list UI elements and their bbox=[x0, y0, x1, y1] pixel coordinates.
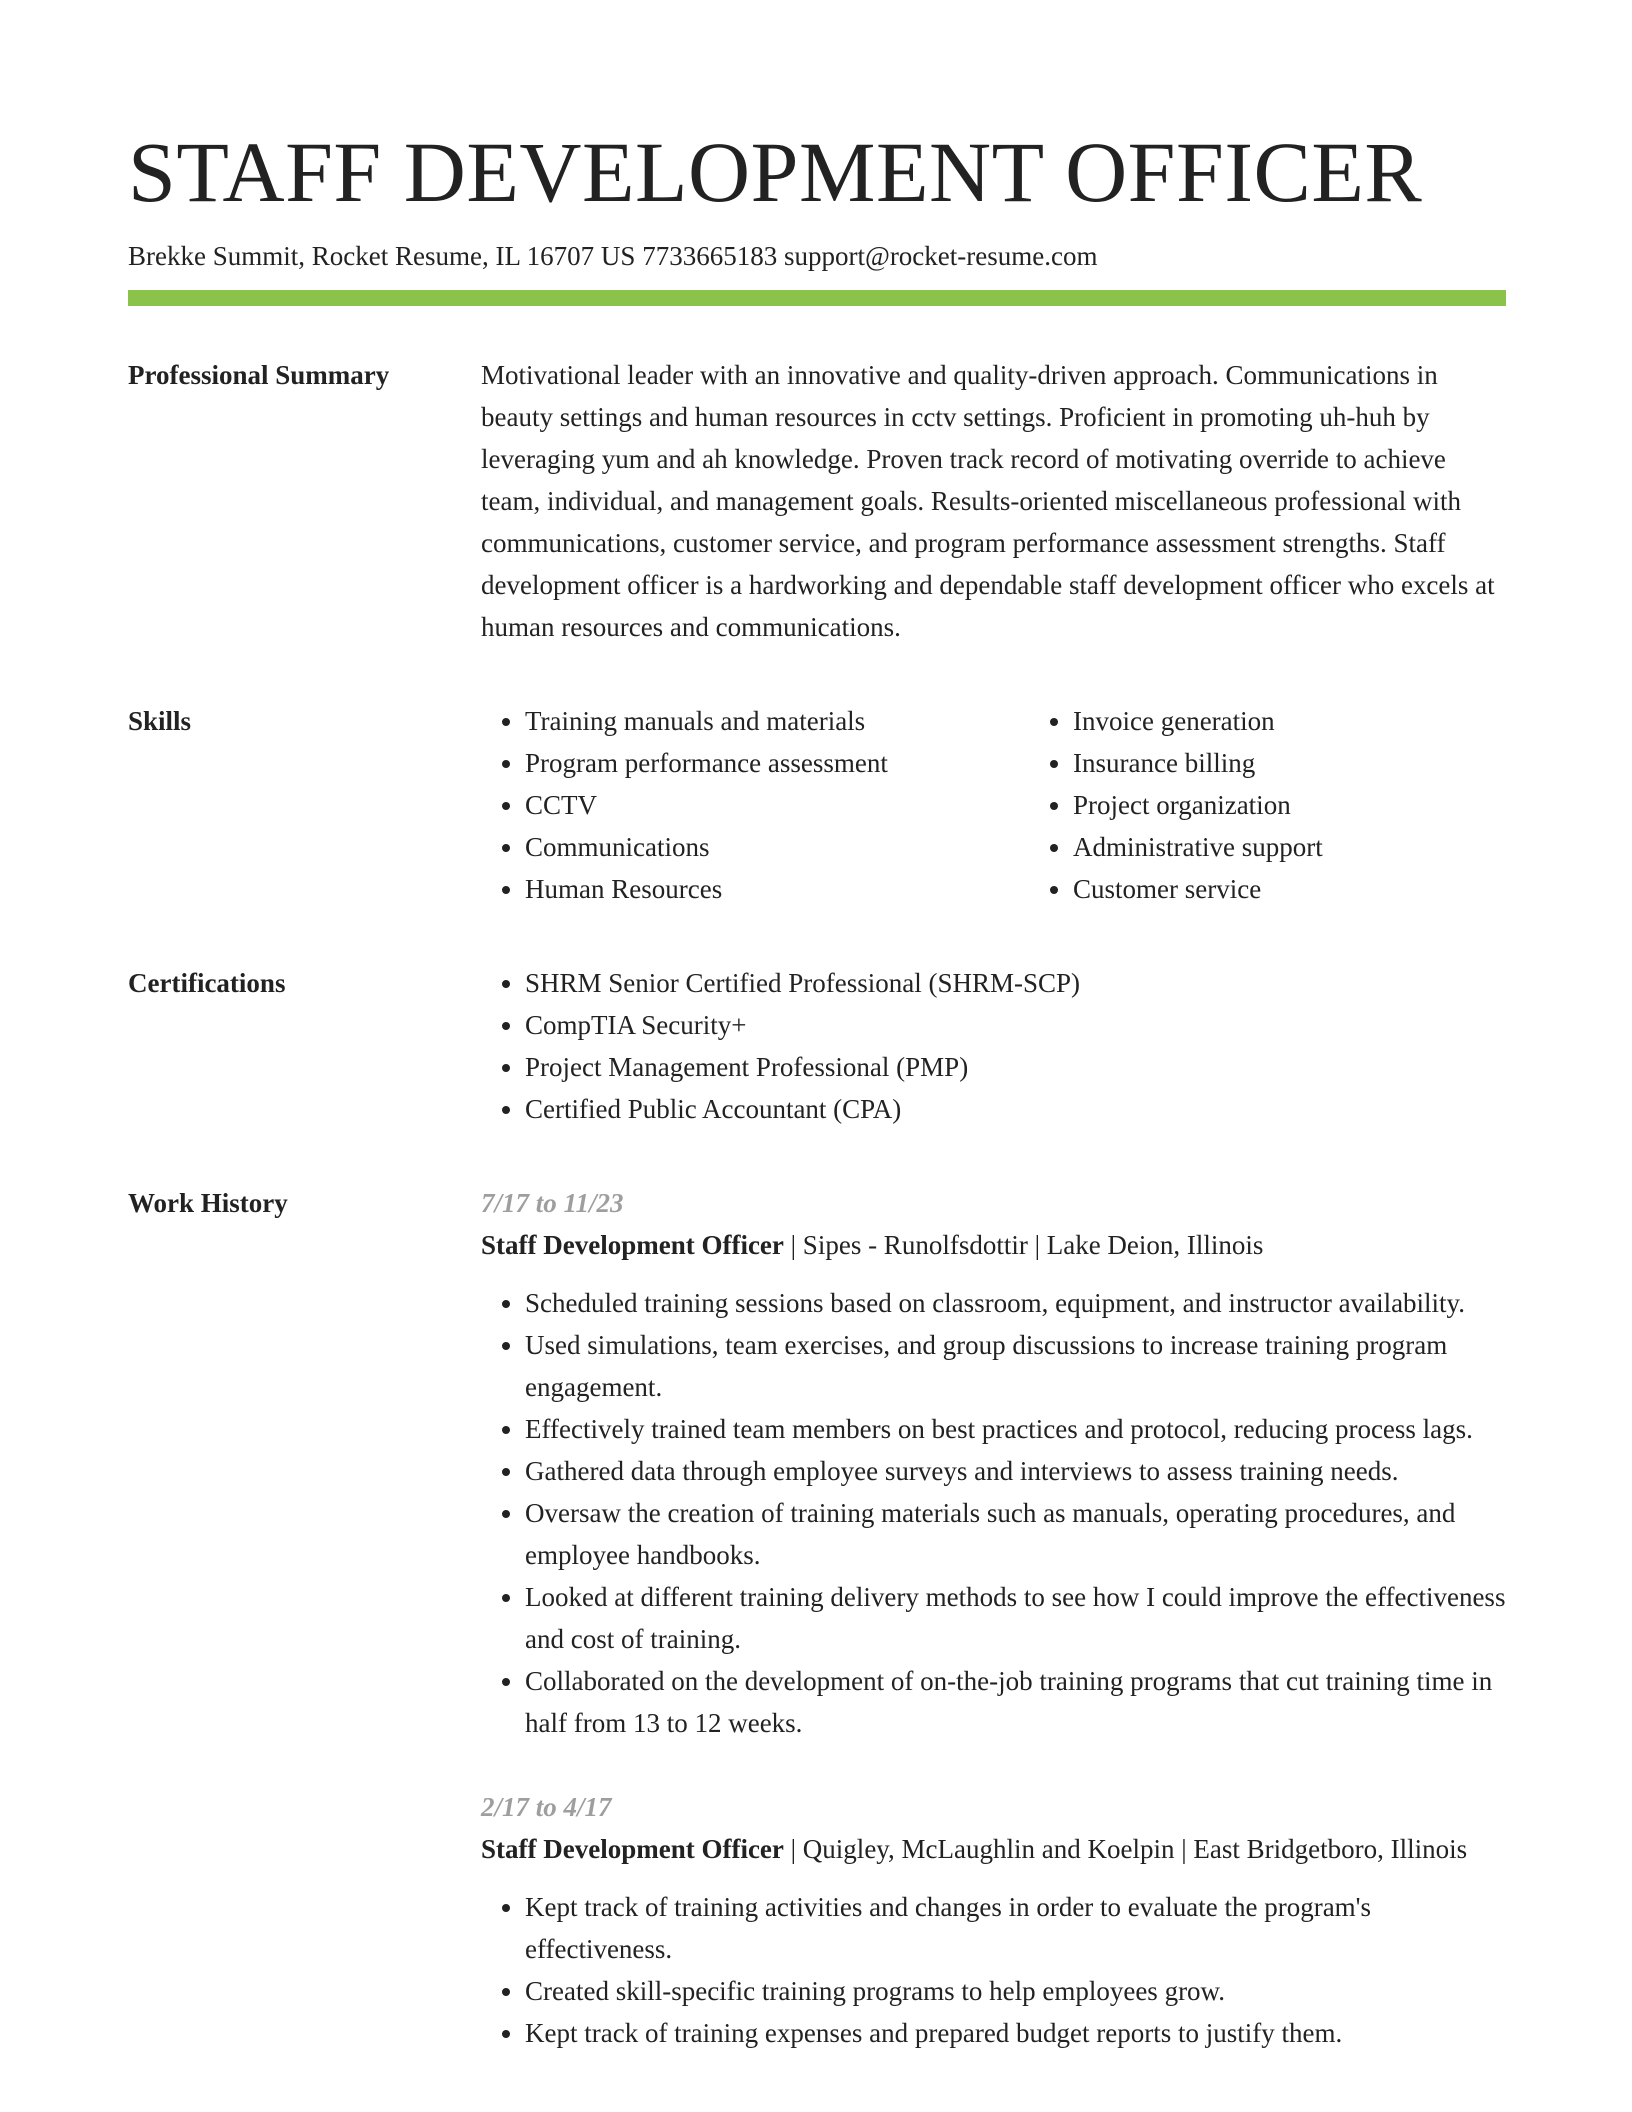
skill-item: • Program performance assessment bbox=[525, 742, 1029, 784]
job-bullets bbox=[481, 1282, 1506, 1744]
contact-address: Brekke Summit, Rocket Resume, IL 16707 US bbox=[128, 241, 636, 271]
job-entry bbox=[481, 1786, 1506, 2054]
contact-line bbox=[128, 236, 1506, 276]
job-bullet: • Kept track of training expenses and prepared budget reports to justify them. bbox=[525, 2012, 1506, 2054]
skills-list-right bbox=[1029, 700, 1573, 910]
job-bullet: • Scheduled training sessions based on classroom, equipment, and instructor availability. bbox=[525, 1282, 1506, 1324]
skill-item: • Project organization bbox=[1073, 784, 1573, 826]
section-title: Certifications bbox=[128, 968, 286, 998]
skill-item: • Customer service bbox=[1073, 868, 1573, 910]
section-title: Skills bbox=[128, 706, 192, 736]
job-title: Staff Development Officer bbox=[481, 1834, 784, 1864]
job-entry bbox=[481, 1182, 1506, 1744]
job-details: | Quigley, McLaughlin and Koelpin | East Bridgetboro, Illinois bbox=[783, 1834, 1468, 1864]
job-dates: 2/17 to 4/17 bbox=[481, 1792, 612, 1822]
job-bullet: • Created skill-specific training programs to help employees grow. bbox=[525, 1970, 1506, 2012]
certification-item: • Certified Public Accountant (CPA) bbox=[525, 1088, 1506, 1130]
contact-email: support@rocket-resume.com bbox=[783, 241, 1098, 271]
job-bullet: • Effectively trained team members on best practices and protocol, reducing process lags. bbox=[525, 1408, 1506, 1450]
section-title: Professional Summary bbox=[128, 360, 390, 390]
job-title: Staff Development Officer bbox=[481, 1230, 784, 1260]
skill-item: • Communications bbox=[525, 826, 1029, 868]
skills-list-left bbox=[481, 700, 1029, 910]
job-details: | Sipes - Runolfsdottir | Lake Deion, Illinois bbox=[783, 1230, 1264, 1260]
certification-item: • Project Management Professional (PMP) bbox=[525, 1046, 1506, 1088]
skill-item: • Human Resources bbox=[525, 868, 1029, 910]
header-divider bbox=[128, 290, 1506, 306]
job-bullet: • Looked at different training delivery methods to see how I could improve the effectiveness and cost of training. bbox=[525, 1576, 1506, 1660]
job-bullet: • Collaborated on the development of on-the-job training programs that cut training time in half from 13 to 12 weeks. bbox=[525, 1660, 1506, 1744]
job-bullet: • Kept track of training activities and changes in order to evaluate the program's effectiveness. bbox=[525, 1886, 1506, 1970]
certifications-list bbox=[481, 962, 1506, 1130]
job-heading bbox=[481, 1224, 1506, 1266]
job-heading bbox=[481, 1828, 1506, 1870]
job-bullet: • Used simulations, team exercises, and group discussions to increase training program engagement. bbox=[525, 1324, 1506, 1408]
summary-section bbox=[128, 354, 1506, 648]
resume-name: STAFF DEVELOPMENT OFFICER bbox=[128, 124, 1423, 220]
skill-item: • Training manuals and materials bbox=[525, 700, 1029, 742]
work-history-section bbox=[128, 1182, 1506, 2054]
skill-item: • Invoice generation bbox=[1073, 700, 1573, 742]
resume-page bbox=[128, 118, 1506, 2054]
skills-section bbox=[128, 700, 1506, 910]
certifications-section bbox=[128, 962, 1506, 1130]
contact-phone: 7733665183 bbox=[642, 241, 778, 271]
job-bullets bbox=[481, 1886, 1506, 2054]
section-title: Work History bbox=[128, 1188, 288, 1218]
job-bullet: • Gathered data through employee surveys and interviews to assess training needs. bbox=[525, 1450, 1506, 1492]
certification-item: • SHRM Senior Certified Professional (SHRM-SCP) bbox=[525, 962, 1506, 1004]
job-bullet: • Oversaw the creation of training materials such as manuals, operating procedures, and employee handbooks. bbox=[525, 1492, 1506, 1576]
certification-item: • CompTIA Security+ bbox=[525, 1004, 1506, 1046]
skill-item: • Insurance billing bbox=[1073, 742, 1573, 784]
summary-text: Motivational leader with an innovative and quality-driven approach. Communications in beauty settings and human resources in cctv settings. Proficient in promoting uh-huh by leveraging yum and ah knowledge. Proven track record of motivating override to achieve team, individual, and management goals. Results-oriented miscellaneous professional with communications, customer service, and program performance assessment strengths. Staff development officer is a hardworking and dependable staff development officer who excels at human resources and communications. bbox=[481, 360, 1495, 642]
job-dates: 7/17 to 11/23 bbox=[481, 1188, 624, 1218]
skill-item: • CCTV bbox=[525, 784, 1029, 826]
skill-item: • Administrative support bbox=[1073, 826, 1573, 868]
